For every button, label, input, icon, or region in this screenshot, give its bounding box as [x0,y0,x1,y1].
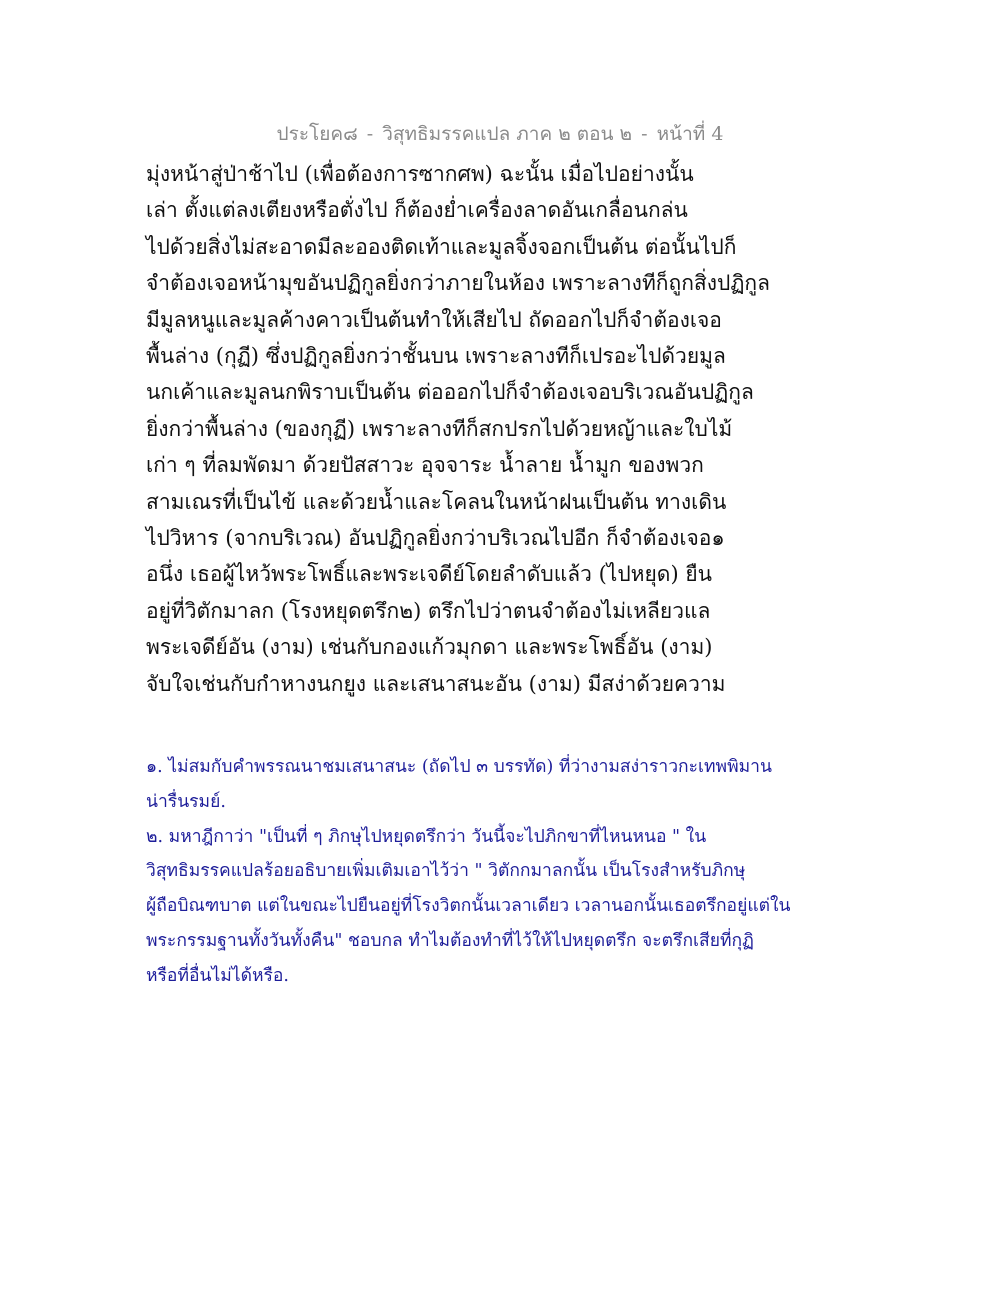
running-header [0,120,1000,148]
header-separator: - [366,123,374,145]
footnote-line: หรือที่อื่นไม่ได้หรือ. [146,965,289,986]
header-separator: - [641,123,648,145]
body-line: จำต้องเจอหน้ามุขอันปฏิกูลยิ่งกว่าภายในห้อง เพราะลางทีก็ถูกสิ่งปฏิกูล [146,271,771,296]
body-line: ไปด้วยสิ่งไม่สะอาดมีละอองติดเท้าและมูลจิ้งจอกเป็นต้น ต่อนั้นไปก็ [146,234,737,259]
body-text [146,156,866,702]
footnote-line: ๑. ไม่สมกับคำพรรณนาชมเสนาสนะ (ถัดไป ๓ บรรทัด) ที่ว่างามสง่าราวกะเทพพิมาน [146,757,772,777]
footnote-line: วิสุทธิมรรคแปลร้อยอธิบายเพิ่มเติมเอาไว้ว่า " วิตักกมาลกนั้น เป็นโรงสำหรับภิกษุ [146,861,746,882]
body-line: นกเค้าและมูลนกพิราบเป็นต้น ต่อออกไปก็จำต้องเจอบริเวณอันปฏิกูล [146,380,754,405]
body-line: อนึ่ง เธอผู้ไหว้พระโพธิ์และพระเจดีย์โดยลำดับแล้ว (ไปหยุด) ยืน [146,562,712,587]
footnote-line: ผู้ถือบิณฑบาต แต่ในขณะไปยืนอยู่ที่โรงวิตกนั้นเวลาเดียว เวลานอกนั้นเธอตรึกอยู่แต่ใน [146,896,791,917]
body-line: ไปวิหาร (จากบริเวณ) อันปฏิกูลยิ่งกว่าบริเวณไปอีก ก็จำต้องเจอ๑ [146,526,725,551]
body-line: จับใจเช่นกับกำหางนกยูง และเสนาสนะอัน (งาม) มีสง่าด้วยความ [146,671,726,696]
body-line: มุ่งหน้าสู่ป่าช้าไป (เพื่อต้องการซากศพ) ฉะนั้น เมื่อไปอย่างนั้น [146,162,694,186]
header-book: ประโยค๘ [276,123,358,145]
body-line: สามเณรที่เป็นไข้ และด้วยน้ำและโคลนในหน้าฝนเป็นต้น ทางเดิน [146,489,727,514]
body-line: พื้นล่าง (กุฏี) ซึ่งปฏิกูลยิ่งกว่าชั้นบน เพราะลางทีก็เปรอะไปด้วยมูล [146,344,726,369]
footnote-line: พระกรรมฐานทั้งวันทั้งคืน" ชอบกล ทำไมต้องทำที่ไว้ให้ไปหยุดตรึก จะตรึกเสียที่กุฏิ [146,930,754,951]
header-page-number: หน้าที่ 4 [656,123,724,145]
body-line: เล่า ตั้งแต่ลงเตียงหรือตั่งไป ก็ต้องย่ำเครื่องลาดอันเกลื่อนกล่น [146,198,688,223]
body-line: เก่า ๆ ที่ลมพัดมา ด้วยปัสสาวะ อุจจาระ น้ำลาย น้ำมูก ของพวก [146,453,704,478]
body-line: อยู่ที่วิตักมาลก (โรงหยุดตรึก๒) ตรึกไปว่าตนจำต้องไม่เหลียวแล [146,598,711,623]
footnote-line: น่ารื่นรมย์. [146,791,226,812]
body-line: พระเจดีย์อัน (งาม) เช่นกับกองแก้วมุกดา และพระโพธิ์อัน (งาม) [146,635,713,660]
body-line: ยิ่งกว่าพื้นล่าง (ของกุฏี) เพราะลางทีก็สกปรกไปด้วยหญ้าและใบไม้ [146,416,733,441]
footnotes [146,750,906,994]
footnote-line: ๒. มหาฎีกาว่า "เป็นที่ ๆ ภิกษุไปหยุดตรึกว่า วันนี้จะไปภิกขาที่ไหนหนอ " ใน [146,826,707,847]
body-line: มีมูลหนูและมูลค้างคาวเป็นต้นทำให้เสียไป ถัดออกไปก็จำต้องเจอ [146,307,722,332]
header-title: วิสุทธิมรรคแปล ภาค ๒ ตอน ๒ [382,123,633,145]
